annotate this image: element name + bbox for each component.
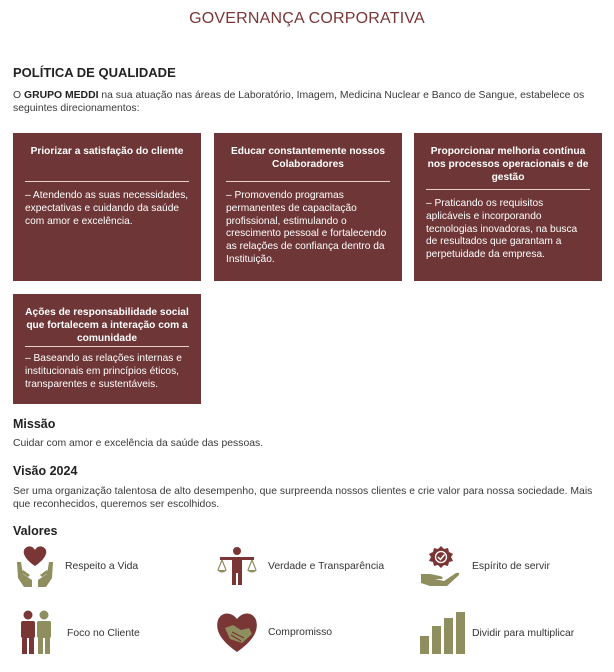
valor-label: Dividir para multiplicar xyxy=(472,627,575,639)
policy-card-text: – Promovendo programas permanentes de capacitação profissional, estimulando o crescimento pessoal e fortalecendo as relações de confiança dentro da Instituição. xyxy=(226,190,387,265)
valores-heading: Valores xyxy=(13,524,58,538)
valor-label: Compromisso xyxy=(268,626,333,638)
policy-card-divider xyxy=(226,181,390,182)
page-title: GOVERNANÇA CORPORATIVA xyxy=(189,10,425,27)
policy-card xyxy=(214,133,402,281)
valor-item xyxy=(214,610,332,654)
missao-text: Cuidar com amor e excelência da saúde das pessoas. xyxy=(13,438,264,449)
valor-item xyxy=(420,544,550,588)
policy-card xyxy=(13,133,201,281)
scales-person-icon xyxy=(216,546,258,586)
valor-label: Espírito de servir xyxy=(472,560,550,572)
valor-item xyxy=(420,610,574,656)
policy-card-divider xyxy=(25,346,189,347)
policy-card-title: Proporcionar melhoria contínua nos processos operacionais e de gestão xyxy=(427,146,589,183)
policy-card-divider xyxy=(426,189,590,190)
policy-card-text: – Praticando os requisitos aplicáveis e incorporando tecnologias inovadoras, na busca de resultados que garantam a perpetuidade da empresa. xyxy=(426,198,578,261)
policy-card-divider xyxy=(25,181,189,182)
valor-item xyxy=(17,610,140,656)
bar-chart-icon xyxy=(420,610,466,656)
valor-item xyxy=(15,544,138,588)
missao-heading: Missão xyxy=(13,417,56,431)
politica-heading: POLÍTICA DE QUALIDADE xyxy=(13,65,176,80)
policy-card xyxy=(414,133,602,281)
politica-intro xyxy=(13,89,605,115)
intro-brand: GRUPO MEDDI xyxy=(23,90,99,101)
intro-rest: na sua atuação nas áreas de Laboratório, Imagem, Medicina Nuclear e Banco de Sangue, estabelece os seguintes direcionamentos: xyxy=(13,90,585,114)
policy-card-text: – Atendendo as suas necessidades, expectativas e cuidando da saúde com amor e excelência. xyxy=(25,190,189,227)
policy-card-title: Ações de responsabilidade social que fortalecem a interação com a comunidade xyxy=(25,307,189,344)
visao-text: Ser uma organização talentosa de alto desempenho, que surpreenda nossos clientes e crie valor para nossa sociedade. Mais que reconhecidos, queremos ser escolhidos. xyxy=(13,486,593,510)
valor-label: Verdade e Transparência xyxy=(268,560,385,572)
valor-item xyxy=(216,546,384,586)
intro-prefix: O xyxy=(13,90,22,101)
policy-card xyxy=(13,294,201,404)
heart-hands-icon xyxy=(15,544,55,588)
handshake-heart-icon xyxy=(214,610,260,654)
policy-card-title: Educar constantemente nossos Colaboradores xyxy=(231,146,385,170)
visao-heading: Visão 2024 xyxy=(13,464,78,478)
valor-label: Respeito a Vida xyxy=(65,560,139,572)
valor-label: Foco no Cliente xyxy=(67,627,140,639)
people-icon xyxy=(17,610,55,656)
policy-card-text: – Baseando as relações internas e institucionais em princípios éticos, transparentes e sustentáveis. xyxy=(25,353,182,390)
policy-card-title: Priorizar a satisfação do cliente xyxy=(30,146,184,157)
hand-badge-icon xyxy=(420,544,462,588)
